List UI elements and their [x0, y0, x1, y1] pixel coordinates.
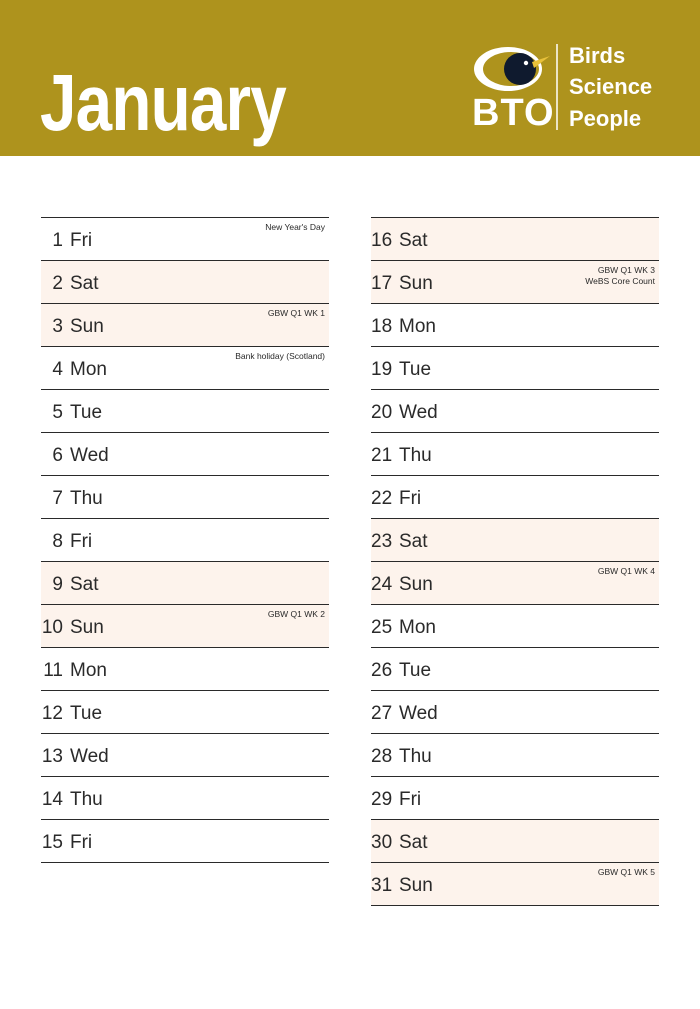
day-note: GBW Q1 WK 5 — [597, 867, 655, 877]
weekday-name: Sun — [399, 574, 433, 595]
weekday-name: Sun — [399, 875, 433, 896]
day-number: 17 — [371, 273, 393, 294]
day-row — [41, 303, 329, 346]
weekday-name: Fri — [399, 789, 422, 810]
day-number: 31 — [371, 875, 393, 896]
day-number: 26 — [371, 660, 393, 681]
weekday-name: Sat — [70, 273, 99, 294]
weekday-name: Tue — [399, 359, 432, 380]
header-banner — [0, 0, 700, 156]
calendar-column-right — [371, 217, 659, 906]
day-number: 10 — [41, 617, 63, 638]
weekday-name: Wed — [399, 703, 438, 724]
day-number: 30 — [371, 832, 393, 853]
day-row — [371, 776, 659, 819]
day-row — [371, 303, 659, 346]
day-row — [41, 690, 329, 733]
day-row — [371, 561, 659, 604]
weekday-name: Sun — [70, 316, 104, 337]
day-row — [371, 733, 659, 776]
weekday-name: Mon — [70, 359, 107, 380]
weekday-name: Wed — [70, 445, 109, 466]
day-note: GBW Q1 WK 3 WeBS Core Count — [585, 265, 655, 286]
weekday-name: Sat — [399, 230, 428, 251]
day-row — [41, 389, 329, 432]
day-row — [41, 217, 329, 260]
weekday-name: Sat — [399, 531, 428, 552]
day-number: 20 — [371, 402, 393, 423]
day-row — [41, 733, 329, 776]
day-number: 27 — [371, 703, 393, 724]
day-number: 9 — [52, 574, 63, 595]
day-row — [41, 604, 329, 647]
weekday-name: Mon — [399, 316, 436, 337]
month-title: January — [40, 58, 286, 147]
day-number: 3 — [52, 316, 63, 337]
day-number: 2 — [52, 273, 63, 294]
day-note: GBW Q1 WK 1 — [267, 308, 325, 318]
day-row — [41, 518, 329, 561]
weekday-name: Thu — [70, 789, 103, 810]
weekday-name: Wed — [399, 402, 438, 423]
day-row — [371, 819, 659, 862]
day-row — [371, 604, 659, 647]
weekday-name: Fri — [399, 488, 422, 509]
day-number: 25 — [371, 617, 393, 638]
day-row — [371, 690, 659, 733]
weekday-name: Tue — [70, 402, 103, 423]
day-number: 21 — [371, 445, 393, 466]
logo-divider — [556, 44, 558, 130]
logo-tagline-people: People — [569, 106, 642, 131]
day-row — [41, 819, 329, 863]
day-number: 28 — [371, 746, 393, 767]
weekday-name: Fri — [70, 230, 93, 251]
day-number: 19 — [371, 359, 393, 380]
day-number: 13 — [41, 746, 63, 767]
day-row — [41, 432, 329, 475]
day-number: 15 — [41, 832, 63, 853]
day-number: 7 — [52, 488, 63, 509]
day-row — [41, 776, 329, 819]
day-number: 4 — [52, 359, 63, 380]
day-row — [371, 647, 659, 690]
weekday-name: Mon — [70, 660, 107, 681]
day-number: 29 — [371, 789, 393, 810]
bird-eye-logo-icon — [472, 44, 552, 94]
day-number: 11 — [43, 660, 63, 681]
weekday-name: Sat — [70, 574, 99, 595]
day-row — [41, 561, 329, 604]
weekday-name: Wed — [70, 746, 109, 767]
day-row — [41, 647, 329, 690]
weekday-name: Tue — [70, 703, 103, 724]
day-row — [41, 260, 329, 303]
day-row — [41, 475, 329, 518]
day-row — [371, 217, 659, 260]
day-number: 16 — [371, 230, 393, 251]
day-row — [371, 518, 659, 561]
day-note: GBW Q1 WK 2 — [267, 609, 325, 619]
day-number: 12 — [41, 703, 63, 724]
day-row — [371, 389, 659, 432]
day-row — [371, 260, 659, 303]
day-number: 18 — [371, 316, 393, 337]
logo-tagline-science: Science — [569, 74, 653, 99]
day-number: 8 — [52, 531, 63, 552]
day-number: 14 — [41, 789, 63, 810]
day-row — [41, 346, 329, 389]
calendar-column-left — [41, 217, 329, 863]
weekday-name: Sun — [399, 273, 433, 294]
day-number: 6 — [52, 445, 63, 466]
weekday-name: Thu — [70, 488, 103, 509]
day-number: 22 — [371, 488, 393, 509]
day-note: New Year's Day — [265, 222, 325, 232]
day-row — [371, 346, 659, 389]
logo-tagline-birds: Birds — [569, 43, 626, 68]
weekday-name: Thu — [399, 746, 432, 767]
day-number: 5 — [52, 402, 63, 423]
bto-logo — [470, 44, 670, 134]
day-number: 24 — [371, 574, 393, 595]
weekday-name: Sat — [399, 832, 428, 853]
logo-wordmark: BTO — [472, 92, 555, 134]
weekday-name: Fri — [70, 531, 93, 552]
day-number: 23 — [371, 531, 393, 552]
day-row — [371, 475, 659, 518]
weekday-name: Thu — [399, 445, 432, 466]
day-number: 1 — [52, 230, 63, 251]
day-row — [371, 432, 659, 475]
day-note: GBW Q1 WK 4 — [597, 566, 655, 576]
weekday-name: Sun — [70, 617, 104, 638]
weekday-name: Tue — [399, 660, 432, 681]
weekday-name: Mon — [399, 617, 436, 638]
weekday-name: Fri — [70, 832, 93, 853]
day-row — [371, 862, 659, 906]
day-note: Bank holiday (Scotland) — [235, 351, 325, 361]
